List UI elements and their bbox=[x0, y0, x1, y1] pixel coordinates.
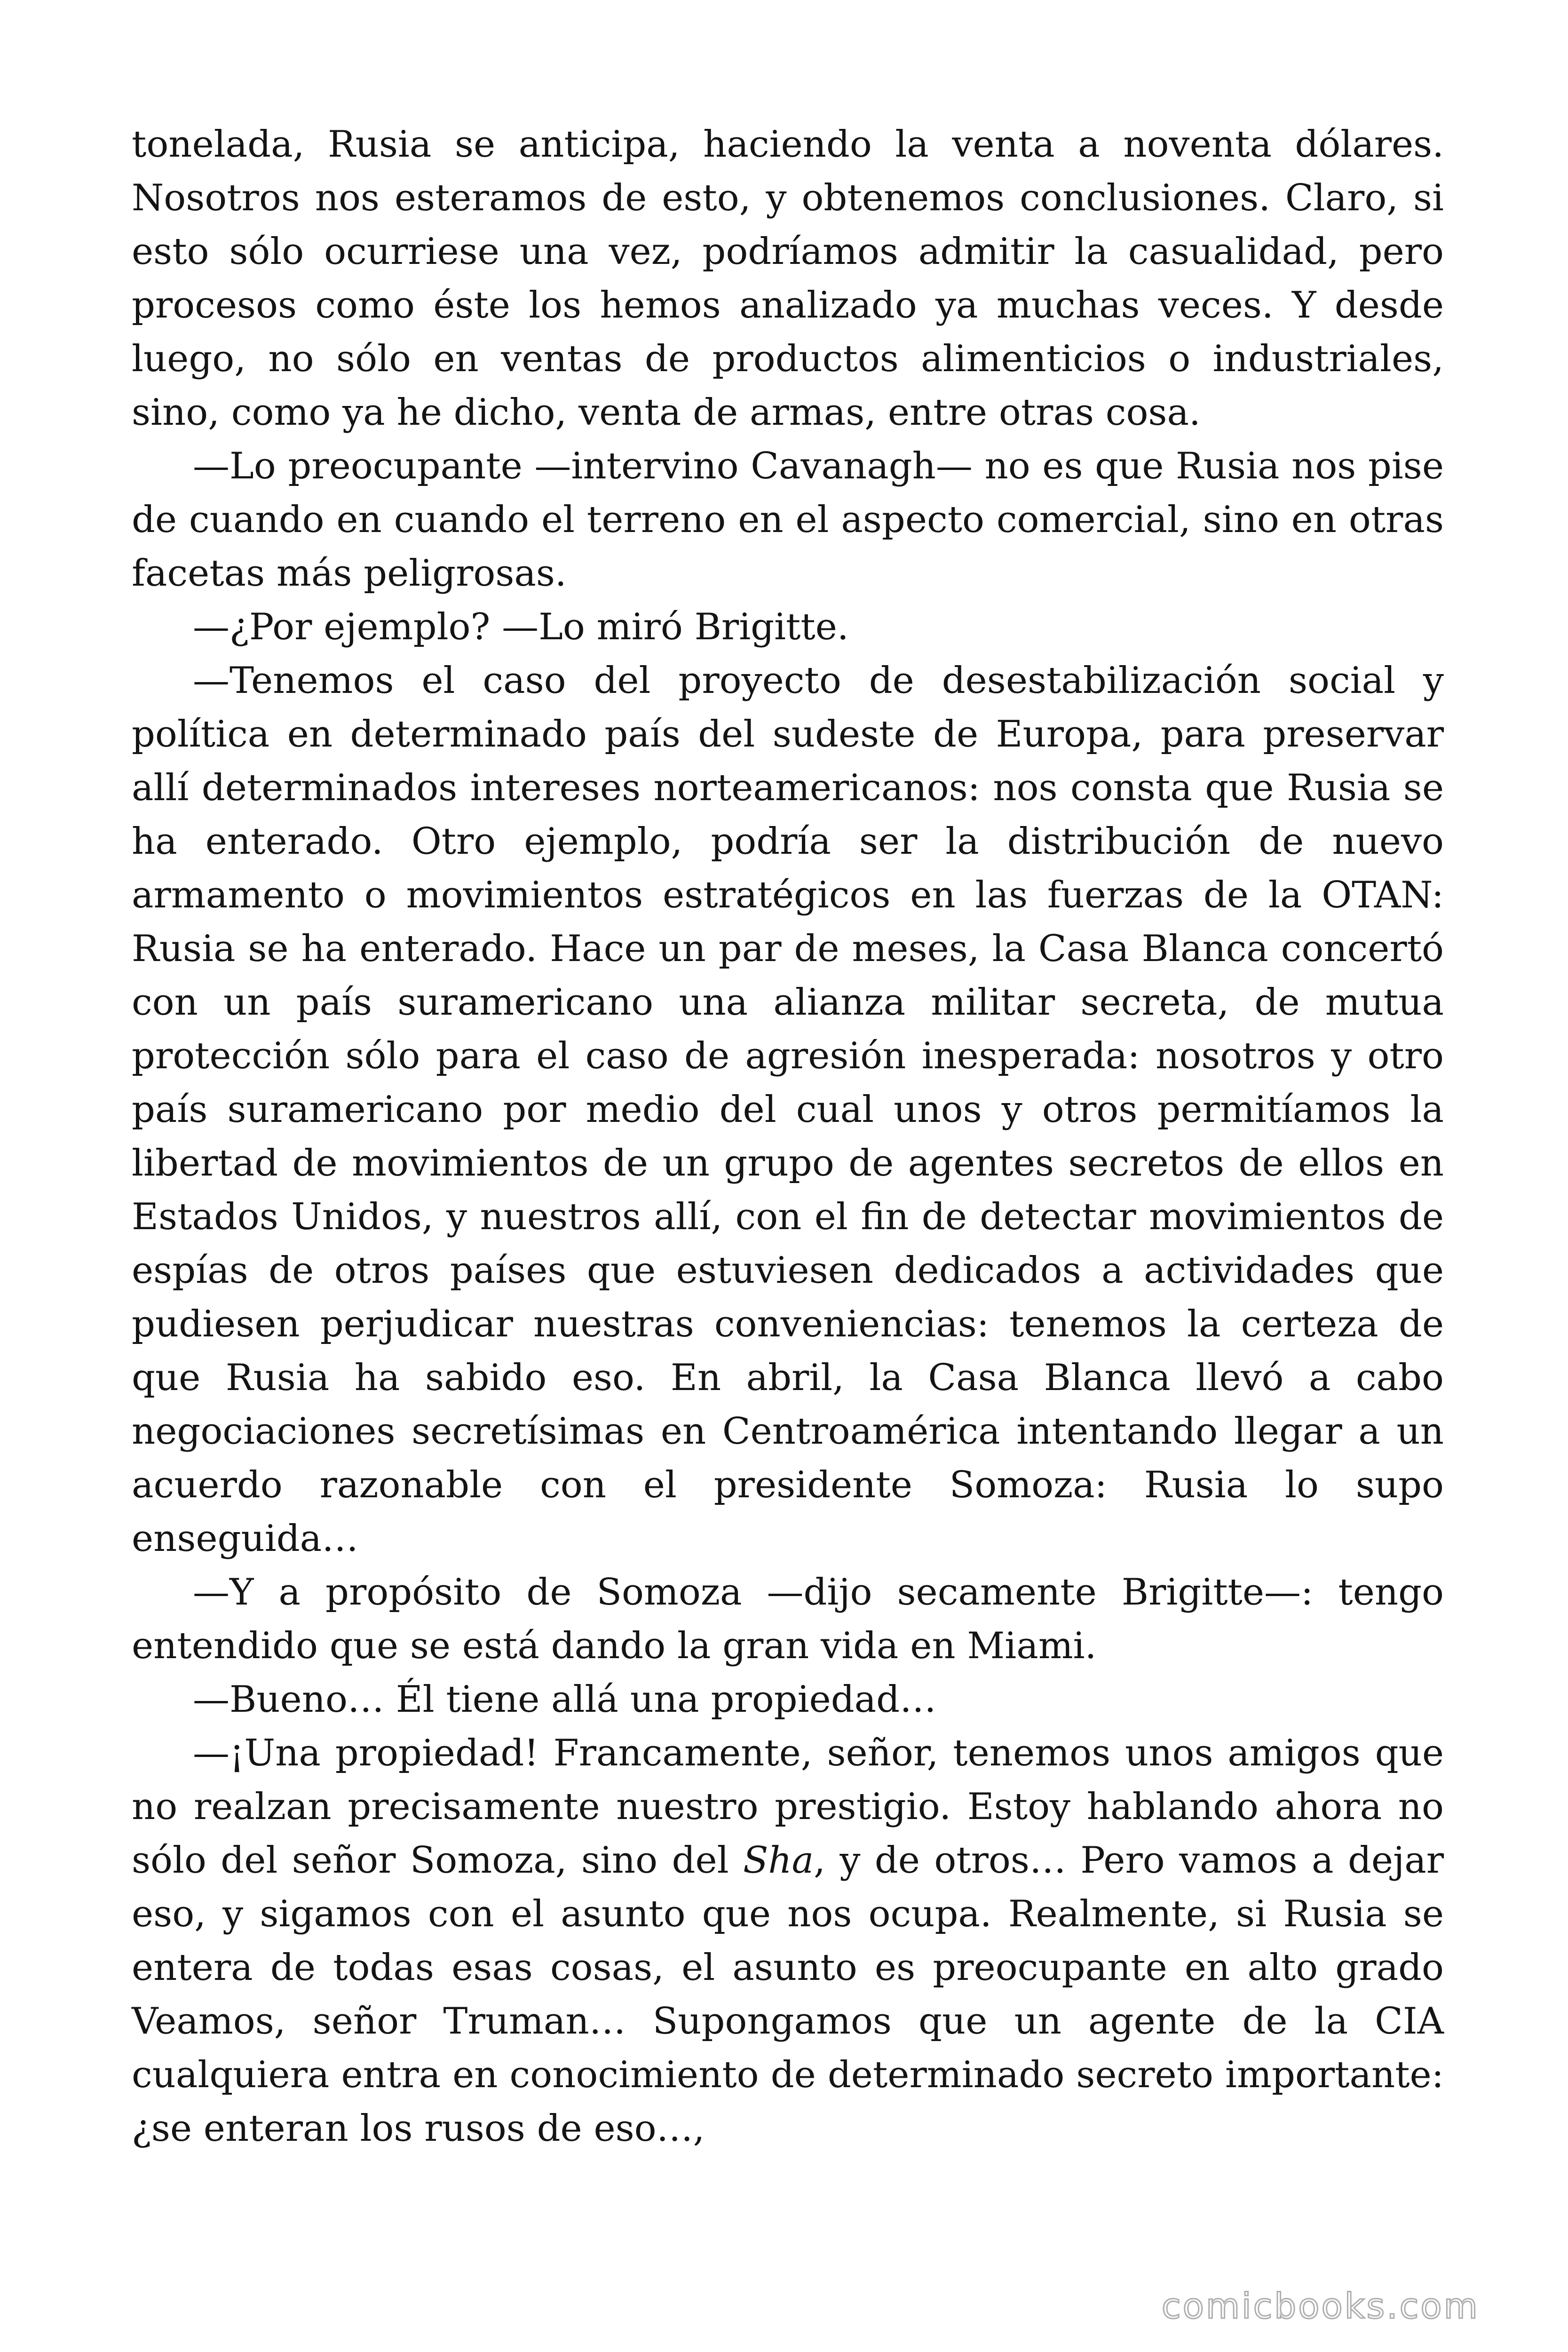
paragraph-2-text: —Lo preocupante —intervino Cavanagh— no es que Rusia nos pise de cuando en cuando el terreno en el aspecto comercial, sino en otras facetas más peligrosas. bbox=[132, 445, 1444, 595]
paragraph-5 bbox=[132, 1565, 1444, 1673]
paragraph-6-text: —Bueno… Él tiene allá una propiedad… bbox=[193, 1678, 937, 1721]
paragraph-7-text-a: —¡Una propiedad! Francamente, señor, tenemos unos amigos que no realzan precisamente nuestro prestigio. Estoy hablando ahora no sólo del señor Somoza, sino del bbox=[132, 1732, 1444, 1882]
paragraph-3 bbox=[132, 600, 1444, 654]
paragraph-1-text: tonelada, Rusia se anticipa, haciendo la venta a noventa dólares. Nosotros nos esteramos de esto, y obtenemos conclusiones. Claro, si esto sólo ocurriese una vez, podríamos admitir la casualidad, pero procesos como éste los hemos analizado ya muchas veces. Y desde luego, no sólo en ventas de productos alimenticios o industriales, sino, como ya he dicho, venta de armas, entre otras cosa. bbox=[132, 123, 1444, 434]
paragraph-7-italic-sha: Sha bbox=[743, 1839, 814, 1882]
paragraph-4-text: —Tenemos el caso del proyecto de desestabilización social y política en determinado país del sudeste de Europa, para preservar allí determinados intereses norteamericanos: nos consta que Rusia se ha enterado. Otro ejemplo, podría ser la distribución de nuevo armamento o movimientos estratégicos en las fuerzas de la OTAN: Rusia se ha enterado. Hace un par de meses, la Casa Blanca concertó con un país suramericano una alianza militar secreta, de mutua protección sólo para el caso de agresión inesperada: nosotros y otro país suramericano por medio del cual unos y otros permitíamos la libertad de movimientos de un grupo de agentes secretos de ellos en Estados Unidos, y nuestros allí, con el fin de detectar movimientos de espías de otros países que estuviesen dedicados a actividades que pudiesen perjudicar nuestras conveniencias: tenemos la certeza de que Rusia ha sabido eso. En abril, la Casa Blanca llevó a cabo negociaciones secretísimas en Centroamérica intentando llegar a un acuerdo razonable con el presidente Somoza: Rusia lo supo enseguida… bbox=[132, 660, 1444, 1560]
paragraph-1 bbox=[132, 118, 1444, 439]
paragraph-3-text: —¿Por ejemplo? —Lo miró Brigitte. bbox=[193, 606, 849, 648]
paragraph-6 bbox=[132, 1673, 1444, 1726]
paragraph-2 bbox=[132, 439, 1444, 600]
paragraph-7-text-b: , y de otros… Pero vamos a dejar eso, y sigamos con el asunto que nos ocupa. Realmente, si Rusia se entera de todas esas cosas, el asunto es preocupante en alto grado Veamos, señor Truman… Supongamos que un agente de la CIA cualquiera entra en conocimiento de determinado secreto importante: ¿se enteran los rusos de eso…, bbox=[132, 1839, 1444, 2150]
paragraph-7 bbox=[132, 1726, 1444, 2155]
paragraph-5-text: —Y a propósito de Somoza —dijo secamente Brigitte—: tengo entendido que se está dando la gran vida en Miami. bbox=[132, 1571, 1444, 1667]
watermark-logo: comicbooks.com bbox=[1162, 2286, 1480, 2327]
page-body bbox=[132, 118, 1444, 2155]
paragraph-4 bbox=[132, 654, 1444, 1565]
